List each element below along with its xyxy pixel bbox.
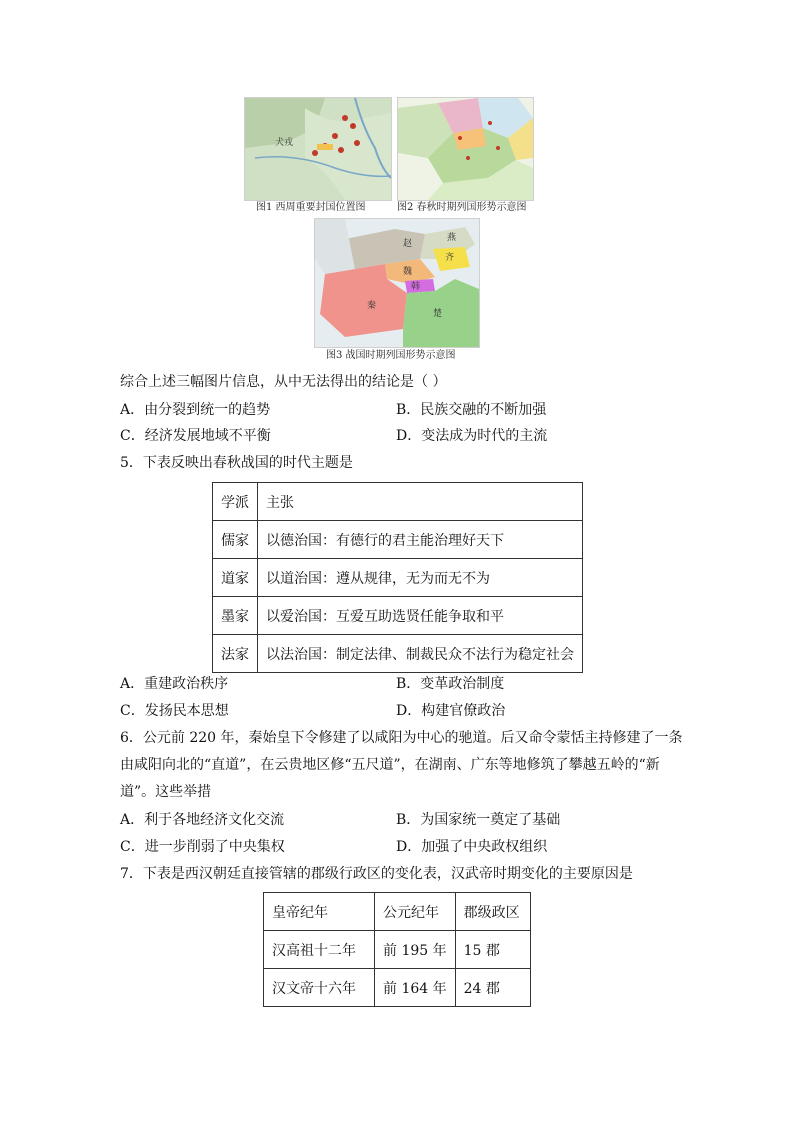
map-label-wei: 魏 xyxy=(403,267,413,277)
table-row xyxy=(264,969,531,1007)
q5-option-c[interactable]: C．发扬民本思想 xyxy=(120,703,229,719)
q6-stem-line-1: 6．公元前 220 年，秦始皇下令修建了以咸阳为中心的驰道。后又命令蒙恬主持修建了一条 xyxy=(120,730,683,746)
table-cell: 前 195 年 xyxy=(375,931,456,969)
map-label-yan: 燕 xyxy=(447,233,457,243)
map-warring-states xyxy=(314,218,480,348)
table-cell: 24 郡 xyxy=(455,969,530,1007)
q5-option-b[interactable]: B．变革政治制度 xyxy=(396,676,505,692)
table-cell: 前 164 年 xyxy=(375,969,456,1007)
figure-2-caption: 图2 春秋时期列国形势示意图 xyxy=(397,202,527,213)
table-cell: 15 郡 xyxy=(455,931,530,969)
table-cell: 墨家 xyxy=(213,597,258,635)
table-cell: 汉高祖十二年 xyxy=(264,931,375,969)
table-cell: 以爱治国：互爱互助选贤任能争取和平 xyxy=(258,597,583,635)
q4-option-d[interactable]: D．变法成为时代的主流 xyxy=(396,428,548,444)
q6-option-c[interactable]: C．进一步削弱了中央集权 xyxy=(120,839,285,855)
figure-1-caption: 图1 西周重要封国位置图 xyxy=(256,202,366,213)
q4-option-a[interactable]: A．由分裂到统一的趋势 xyxy=(120,402,271,418)
map-spring-autumn xyxy=(397,97,534,201)
q7-stem: 7．下表是西汉朝廷直接管辖的郡级行政区的变化表，汉武帝时期变化的主要原因是 xyxy=(120,866,633,882)
map-label-han: 韩 xyxy=(411,282,421,292)
q4-option-c[interactable]: C．经济发展地域不平衡 xyxy=(120,428,271,444)
q4-option-b[interactable]: B．民族交融的不断加强 xyxy=(396,402,547,418)
q6-stem-line-3: 道”。这些举措 xyxy=(120,784,212,800)
q5-schools-table xyxy=(212,482,583,673)
map-label-qi: 齐 xyxy=(445,253,455,263)
table-header-row xyxy=(213,483,583,521)
table-row xyxy=(213,597,583,635)
table-row xyxy=(213,521,583,559)
map-label-quanrong: 犬戎 xyxy=(275,138,294,148)
q5-option-d[interactable]: D．构建官僚政治 xyxy=(396,703,506,719)
table-header-cell: 郡级政区 xyxy=(455,893,530,931)
q6-option-a[interactable]: A．利于各地经济文化交流 xyxy=(120,812,285,828)
q6-option-b[interactable]: B．为国家统一奠定了基础 xyxy=(396,812,561,828)
table-cell: 道家 xyxy=(213,559,258,597)
map-label-qin: 秦 xyxy=(367,301,377,311)
q5-stem: 5．下表反映出春秋战国的时代主题是 xyxy=(120,455,353,471)
map-western-zhou xyxy=(244,97,392,201)
q5-option-a[interactable]: A．重建政治秩序 xyxy=(120,676,229,692)
figure-3-caption: 图3 战国时期列国形势示意图 xyxy=(326,350,456,361)
q6-stem-line-2: 由咸阳向北的“直道”，在云贵地区修“五尺道”，在湖南、广东等地修筑了攀越五岭的“新 xyxy=(120,757,660,773)
map-label-zhao: 赵 xyxy=(403,239,413,249)
table-row xyxy=(264,931,531,969)
table-row xyxy=(213,635,583,673)
table-cell: 儒家 xyxy=(213,521,258,559)
table-cell: 以道治国：遵从规律，无为而无不为 xyxy=(258,559,583,597)
table-header-cell: 主张 xyxy=(258,483,583,521)
table-cell: 以德治国：有德行的君主能治理好天下 xyxy=(258,521,583,559)
q6-option-d[interactable]: D．加强了中央政权组织 xyxy=(396,839,548,855)
table-header-row xyxy=(264,893,531,931)
table-cell: 以法治国：制定法律、制裁民众不法行为稳定社会 xyxy=(258,635,583,673)
q7-commanderies-table xyxy=(263,892,531,1007)
map-label-chu: 楚 xyxy=(433,309,443,319)
table-header-cell: 皇帝纪年 xyxy=(264,893,375,931)
table-header-cell: 学派 xyxy=(213,483,258,521)
table-cell: 汉文帝十六年 xyxy=(264,969,375,1007)
table-cell: 法家 xyxy=(213,635,258,673)
table-header-cell: 公元纪年 xyxy=(375,893,456,931)
q4-stem: 综合上述三幅图片信息，从中无法得出的结论是（ ） xyxy=(120,374,447,390)
table-row xyxy=(213,559,583,597)
